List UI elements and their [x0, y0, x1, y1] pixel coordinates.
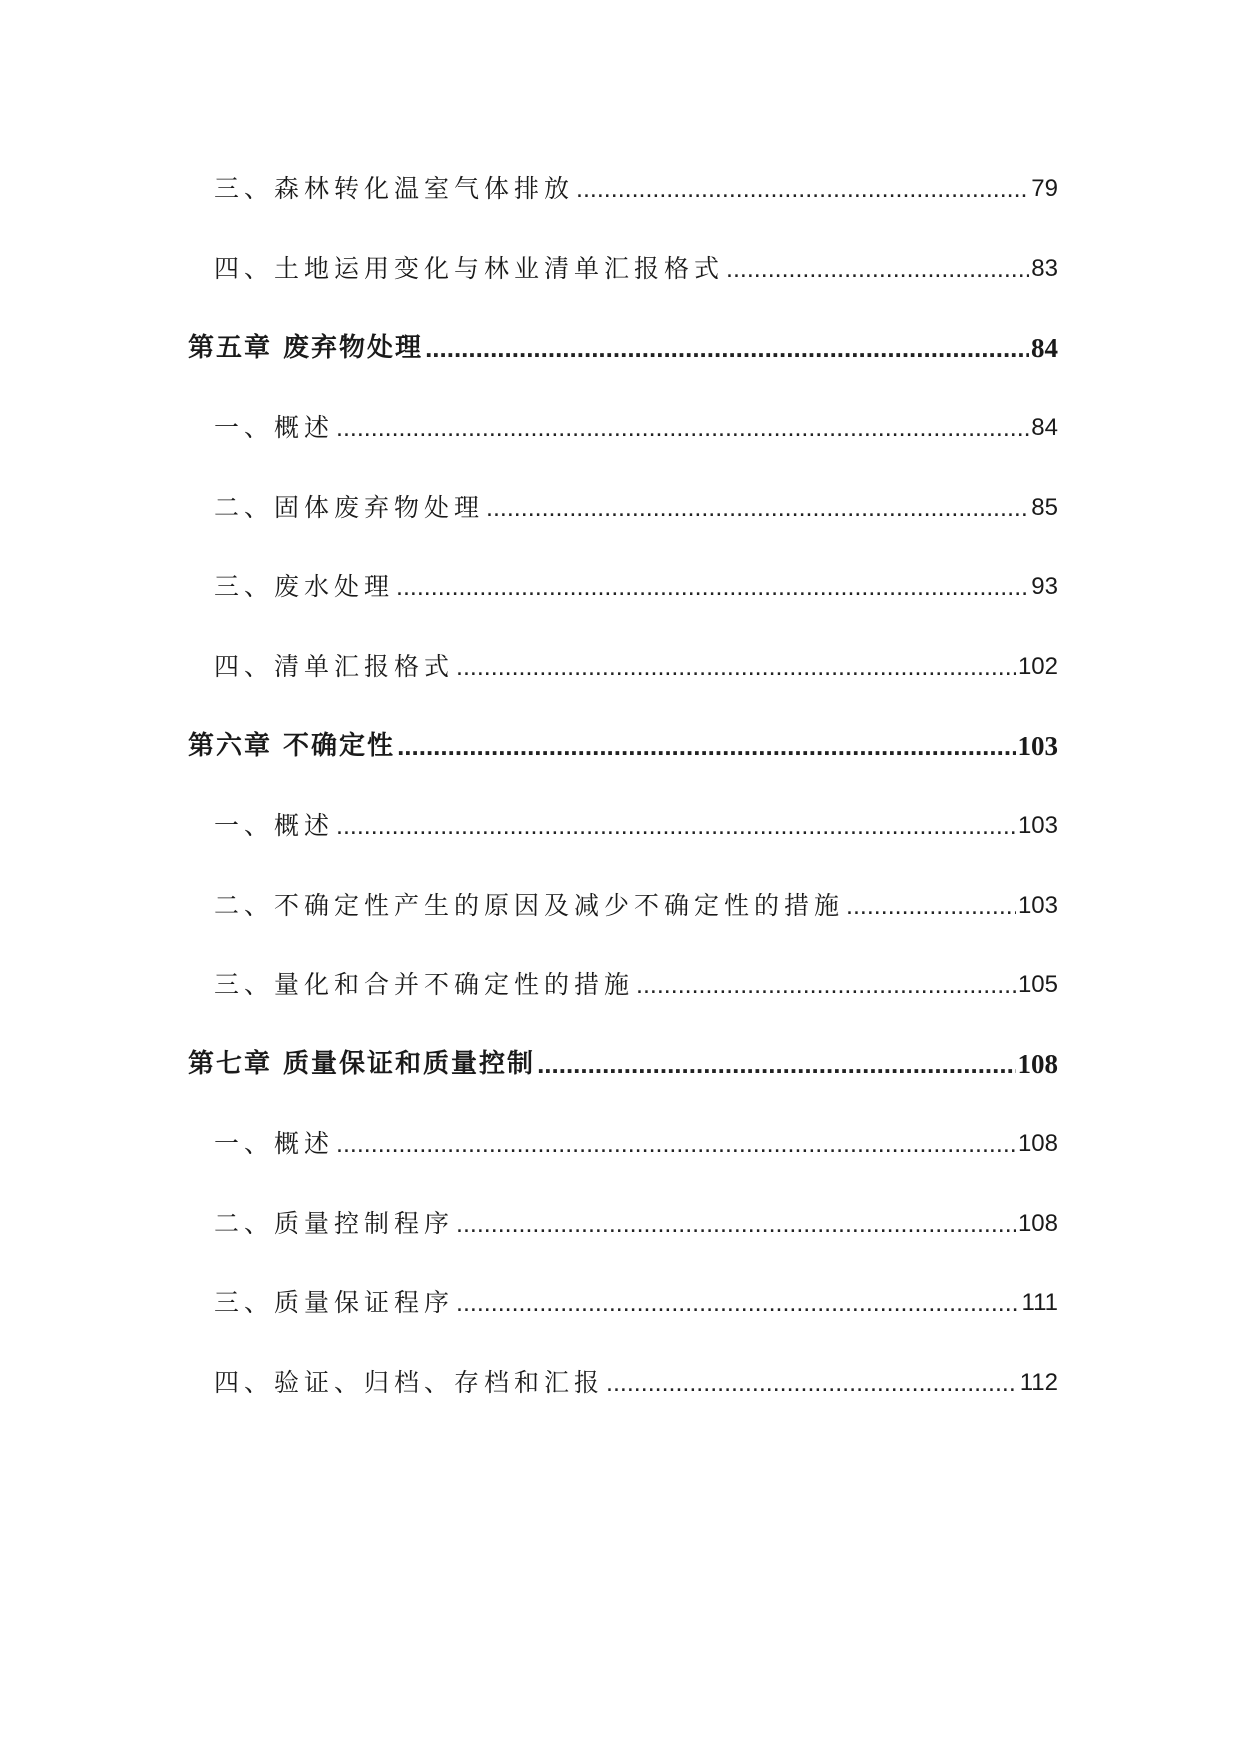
toc-entry-chapter[interactable]: [188, 717, 1058, 761]
toc-dot-leader: [336, 811, 1016, 841]
toc-dot-leader: [336, 413, 1029, 443]
toc-page-number: 108: [1017, 1130, 1058, 1157]
toc-page-number: 102: [1017, 653, 1058, 680]
toc-entry-section[interactable]: [188, 479, 1058, 523]
toc-page-number: 103: [1017, 731, 1058, 761]
toc-entry-section[interactable]: [188, 877, 1058, 921]
toc-entry-section[interactable]: [188, 1274, 1058, 1318]
toc-page-number: 79: [1031, 175, 1058, 202]
toc-entry-title: 三、废水处理: [214, 572, 395, 601]
toc-entry-title: 四、清单汇报格式: [214, 652, 455, 681]
toc-dot-leader: [636, 970, 1016, 1000]
toc-dot-leader: [425, 333, 1029, 363]
toc-dot-leader: [576, 174, 1029, 204]
toc-page-number: 84: [1031, 333, 1058, 363]
toc-entry-section[interactable]: [188, 240, 1058, 284]
toc-entry-title: 四、验证、归档、存档和汇报: [214, 1368, 605, 1397]
toc-dot-leader: [606, 1368, 1018, 1398]
toc-chapter-title: 第七章 质量保证和质量控制: [188, 1049, 536, 1079]
toc-entry-title: 一、概述: [214, 413, 335, 442]
toc-page-number: 84: [1031, 414, 1058, 441]
toc-entry-section[interactable]: [188, 399, 1058, 443]
toc-dot-leader: [846, 891, 1016, 921]
toc-page-number: 108: [1017, 1049, 1058, 1079]
toc-chapter-title: 第六章 不确定性: [188, 731, 396, 761]
toc-dot-leader: [726, 254, 1029, 284]
toc-dot-leader: [396, 572, 1029, 602]
toc-chapter-title: 第五章 废弃物处理: [188, 333, 424, 363]
toc-dot-leader: [336, 1129, 1016, 1159]
toc-dot-leader: [537, 1049, 1015, 1079]
toc-entry-title: 四、土地运用变化与林业清单汇报格式: [214, 254, 725, 283]
toc-entry-section[interactable]: [188, 1195, 1058, 1239]
toc-entry-title: 二、质量控制程序: [214, 1209, 455, 1238]
toc-dot-leader: [456, 1288, 1020, 1318]
toc-page-number: 93: [1031, 573, 1058, 600]
toc-dot-leader: [456, 652, 1016, 682]
toc-entry-title: 一、概述: [214, 1129, 335, 1158]
toc-page-number: 112: [1019, 1369, 1058, 1396]
toc-page-number: 108: [1017, 1210, 1058, 1237]
toc-page-number: 111: [1021, 1289, 1058, 1316]
toc-dot-leader: [397, 731, 1015, 761]
toc-entry-title: 三、量化和合并不确定性的措施: [214, 970, 635, 999]
toc-entry-section[interactable]: [188, 797, 1058, 841]
toc-entry-title: 二、不确定性产生的原因及减少不确定性的措施: [214, 891, 845, 920]
toc-entry-section[interactable]: [188, 1115, 1058, 1159]
toc-entry-section[interactable]: [188, 558, 1058, 602]
toc-page-number: 103: [1017, 812, 1058, 839]
toc-entry-chapter[interactable]: [188, 1035, 1058, 1079]
toc-entry-title: 三、质量保证程序: [214, 1288, 455, 1317]
toc-dot-leader: [486, 493, 1029, 523]
toc-entry-title: 三、森林转化温室气体排放: [214, 174, 575, 203]
toc-page-number: 83: [1031, 255, 1058, 282]
toc-page-number: 103: [1017, 892, 1058, 919]
toc-entry-chapter[interactable]: [188, 319, 1058, 363]
toc-entry-section[interactable]: [188, 956, 1058, 1000]
toc-entry-title: 二、固体废弃物处理: [214, 493, 485, 522]
toc-entry-section[interactable]: [188, 1354, 1058, 1398]
toc-dot-leader: [456, 1209, 1016, 1239]
toc-entry-section[interactable]: [188, 638, 1058, 682]
toc-page-number: 85: [1031, 494, 1058, 521]
toc-entry-section[interactable]: [188, 160, 1058, 204]
toc-page-number: 105: [1017, 971, 1058, 998]
toc-entry-title: 一、概述: [214, 811, 335, 840]
